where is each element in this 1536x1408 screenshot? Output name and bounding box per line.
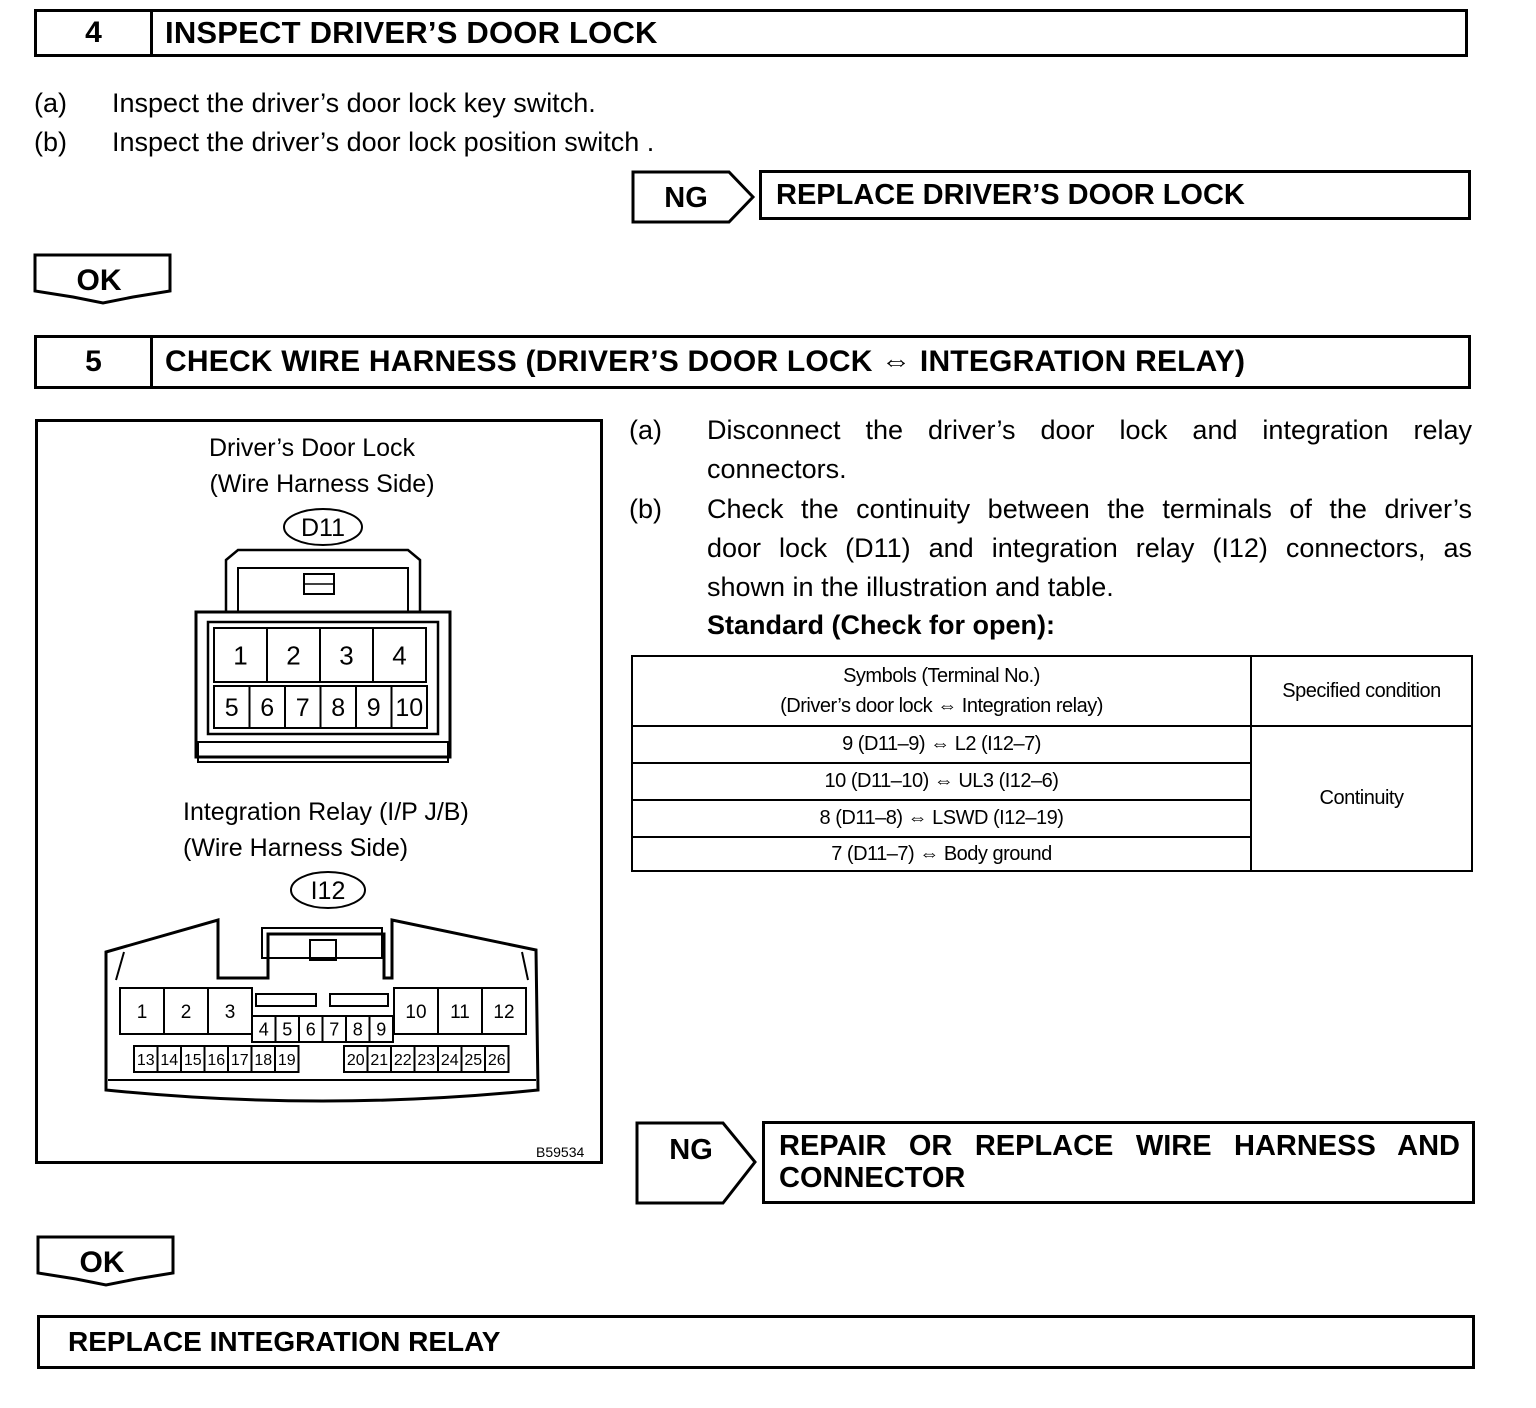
i12-pin-label: 7: [329, 1019, 340, 1040]
ok-label: OK: [76, 264, 122, 297]
step-5-item-b: (b) Check the continuity between the terminals of the driver’s door lock (D11) and integration relay (I12) connectors, as shown in the illustration and table.: [629, 494, 1472, 602]
i12-pin-label: 3: [224, 1001, 236, 1023]
i12-title-line2: (Wire Harness Side): [183, 834, 409, 862]
i12-pin-label: 6: [305, 1019, 316, 1040]
i12-pin-label: 19: [277, 1051, 296, 1069]
step-5-item-a: (a) Disconnect the driver’s door lock and integration relay connectors.: [629, 415, 1472, 484]
table-condition: Continuity: [1251, 726, 1472, 871]
table-row: 8 (D11–8) ⇔ LSWD (I12–19): [632, 800, 1251, 837]
i12-pin-label: 15: [183, 1051, 202, 1069]
step-4-header: [34, 9, 1468, 57]
i12-pin-label: 4: [258, 1019, 269, 1040]
i12-pin-label: 11: [450, 1001, 470, 1023]
i12-slot: [256, 994, 316, 1006]
ng-label: NG: [664, 182, 708, 214]
i12-pin-label: 10: [405, 1001, 427, 1023]
step-5-header: [34, 335, 1471, 389]
d11-pin-label: 10: [395, 694, 424, 722]
i12-code: I12: [310, 877, 346, 905]
i12-title-line1: Integration Relay (I/P J/B): [183, 798, 469, 826]
i12-pin-label: 17: [230, 1051, 249, 1069]
ng-action-line1: REPAIR OR REPLACE WIRE HARNESS AND: [779, 1130, 1460, 1162]
table-row: 9 (D11–9) ⇔ L2 (I12–7): [632, 726, 1251, 763]
i12-pin-label: 1: [136, 1001, 148, 1023]
i12-pin-label: 22: [393, 1051, 412, 1069]
d11-pin-label: 7: [295, 694, 310, 722]
i12-pin-label: 13: [136, 1051, 155, 1069]
i12-pin-label: 9: [376, 1019, 387, 1040]
table-row: 7 (D11–7) ⇔ Body ground: [632, 837, 1251, 871]
step-number: 5: [37, 338, 153, 386]
i12-pin-label: 12: [493, 1001, 515, 1023]
d11-pin-label: 3: [339, 640, 354, 671]
step-4-item-b: (b) Inspect the driver’s door lock position switch .: [34, 127, 655, 157]
figure-id: B59534: [536, 1144, 585, 1160]
ng-action-line2: CONNECTOR: [779, 1162, 966, 1194]
final-action-text: REPLACE INTEGRATION RELAY: [68, 1326, 501, 1357]
final-action-box: [37, 1315, 1475, 1369]
d11-title-line2: (Wire Harness Side): [209, 470, 435, 498]
i12-pin-label: 21: [370, 1051, 389, 1069]
ng-label: NG: [669, 1134, 713, 1166]
d11-title-line1: Driver’s Door Lock: [208, 434, 416, 462]
i12-pin-label: 23: [417, 1051, 436, 1069]
i12-pin-label: 24: [440, 1051, 459, 1069]
d11-code: D11: [300, 514, 346, 542]
i12-pin-label: 14: [160, 1051, 179, 1069]
ng-action-box: [762, 1121, 1475, 1204]
d11-pin-label: 6: [260, 694, 275, 722]
continuity-table: [631, 655, 1473, 872]
i12-pin-label: 16: [207, 1051, 226, 1069]
i12-pin-label: 20: [346, 1051, 365, 1069]
i12-pin-label: 2: [180, 1001, 192, 1023]
i12-connector-diagram: [38, 870, 600, 1110]
ng-arrow-tab: [635, 1121, 760, 1206]
standard-label: Standard (Check for open):: [707, 610, 1056, 640]
i12-pin-label: 25: [464, 1051, 483, 1069]
d11-pin-label: 8: [331, 694, 346, 722]
table-header-sub: (Driver’s door lock ⇔ Integration relay): [780, 695, 1103, 717]
d11-pin-label: 1: [233, 640, 248, 671]
connector-illustration: [35, 419, 603, 1164]
d11-pin-label: 4: [392, 640, 407, 671]
step-title: CHECK WIRE HARNESS (DRIVER’S DOOR LOCK ⇔ INTEGRATION RELAY): [165, 345, 1246, 378]
d11-pin-label: 5: [224, 694, 239, 722]
step-number: 4: [37, 12, 153, 54]
ng-action-box: [759, 170, 1471, 220]
table-header-condition: Specified condition: [1251, 656, 1472, 726]
ng-arrow-tab: [631, 170, 756, 224]
table-header-symbols: Symbols (Terminal No.): [843, 665, 1040, 687]
d11-connector-diagram: [38, 502, 600, 772]
ok-label: OK: [79, 1246, 125, 1279]
step-title: INSPECT DRIVER’S DOOR LOCK: [165, 15, 658, 50]
ok-tab: [33, 253, 173, 305]
ng-action-text: REPLACE DRIVER’S DOOR LOCK: [776, 178, 1245, 211]
i12-pin-label: 5: [282, 1019, 293, 1040]
i12-slot: [330, 994, 388, 1006]
i12-pin-label: 18: [254, 1051, 273, 1069]
i12-pin-label: 8: [352, 1019, 363, 1040]
table-row: 10 (D11–10) ⇔ UL3 (I12–6): [632, 763, 1251, 800]
step-4-item-a: (a) Inspect the driver’s door lock key switch.: [34, 88, 596, 118]
d11-pin-label: 2: [286, 640, 301, 671]
ok-tab: [36, 1235, 176, 1287]
i12-pin-label: 26: [487, 1051, 506, 1069]
d11-pin-label: 9: [366, 694, 381, 722]
